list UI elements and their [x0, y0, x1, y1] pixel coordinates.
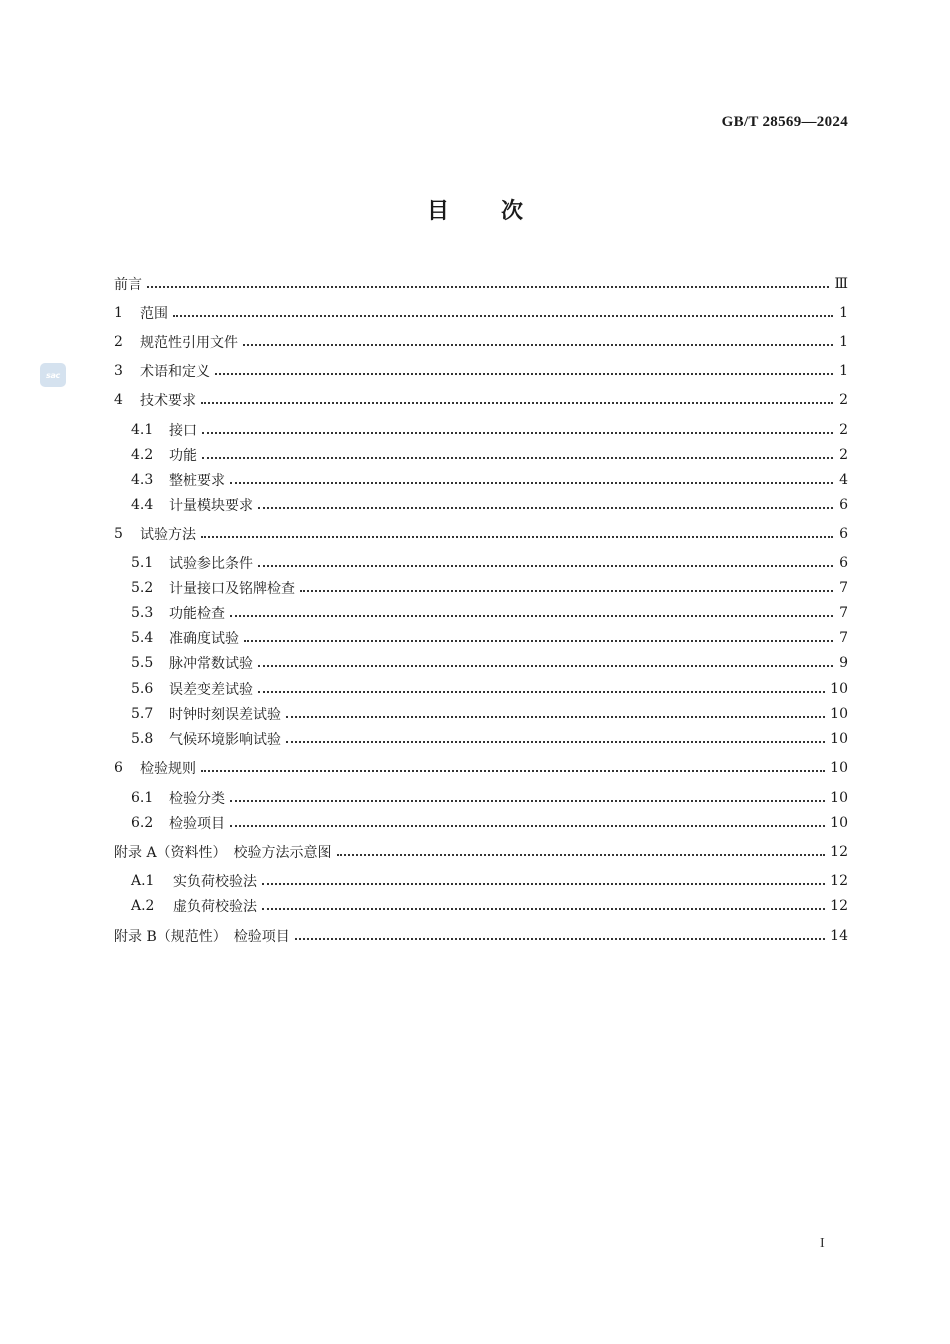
toc-leader-dots — [230, 824, 825, 827]
toc-entry[interactable] — [131, 896, 848, 916]
toc-entry-page: 7 — [839, 605, 848, 621]
toc-entry[interactable] — [131, 495, 848, 515]
toc-entry-label: 功能 — [169, 448, 197, 464]
toc-leader-dots — [262, 882, 825, 885]
toc-entry-number: 5.8 — [131, 731, 154, 747]
toc-entry-page: 10 — [830, 790, 848, 806]
toc-entry[interactable] — [114, 926, 848, 946]
toc-leader-dots — [286, 740, 825, 743]
toc-leader-dots — [147, 285, 829, 288]
toc-entry-page: 7 — [839, 630, 848, 646]
toc-leader-dots — [243, 343, 833, 346]
toc-entry-label: 误差变差试验 — [169, 682, 253, 698]
toc-entry[interactable] — [114, 332, 848, 352]
toc-entry-page: 2 — [839, 447, 848, 463]
toc-entry-label: 技术要求 — [140, 393, 196, 409]
toc-entry[interactable] — [131, 628, 848, 648]
sac-logo-icon — [40, 363, 66, 387]
toc-entry-page: Ⅲ — [834, 276, 848, 292]
toc-leader-dots — [258, 506, 833, 509]
standard-number: GB/T 28569—2024 — [721, 114, 848, 130]
toc-entry-page: 4 — [839, 472, 848, 488]
toc-entry[interactable] — [131, 813, 848, 833]
toc-entry-page: 2 — [839, 392, 848, 408]
toc-entry[interactable] — [131, 871, 848, 891]
toc-entry-page: 10 — [830, 731, 848, 747]
toc-entry-label: 实负荷校验法 — [173, 874, 257, 890]
toc-entry[interactable] — [131, 788, 848, 808]
toc-entry-page: 6 — [839, 555, 848, 571]
toc-entry[interactable] — [131, 704, 848, 724]
toc-leader-dots — [202, 456, 833, 459]
toc-entry-number: 5.5 — [131, 655, 154, 671]
page-number: I — [820, 1236, 825, 1251]
toc-entry-number: 4.3 — [131, 472, 154, 488]
toc-entry[interactable] — [114, 758, 848, 778]
toc-entry-label: 计量接口及铭牌检查 — [169, 581, 295, 597]
toc-entry-label: 范围 — [140, 306, 168, 322]
toc-entry-number: A.1 — [131, 873, 155, 889]
toc-entry-number: 4.1 — [131, 422, 154, 438]
toc-leader-dots — [337, 853, 826, 856]
toc-entry-label: 整桩要求 — [169, 473, 225, 489]
toc-entry-number: 6 — [114, 760, 123, 776]
toc-entry-number: 2 — [114, 334, 123, 350]
toc-entry-label: 术语和定义 — [140, 364, 210, 380]
toc-entry-number: 1 — [114, 305, 123, 321]
toc-entry-number: 5.7 — [131, 706, 154, 722]
toc-entry[interactable] — [114, 303, 848, 323]
sac-logo-text: sac — [45, 370, 60, 380]
toc-leader-dots — [230, 614, 833, 617]
toc-leader-dots — [230, 481, 833, 484]
toc-entry-label: 附录 A（资料性） 校验方法示意图 — [114, 845, 332, 861]
toc-entry-page: 7 — [839, 580, 848, 596]
toc-entry-number: 5.2 — [131, 580, 154, 596]
toc-entry-page: 10 — [830, 706, 848, 722]
toc-entry-label: 功能检查 — [169, 606, 225, 622]
toc-entry-number: 3 — [114, 363, 123, 379]
toc-leader-dots — [258, 690, 825, 693]
toc-leader-dots — [201, 401, 833, 404]
toc-entry-label: 附录 B（规范性） 检验项目 — [114, 929, 290, 945]
title-char-2: 次 — [501, 199, 524, 224]
toc-entry-label: 脉冲常数试验 — [169, 656, 253, 672]
toc-leader-dots — [173, 314, 833, 317]
toc-entry-number: 5 — [114, 526, 123, 542]
toc-entry-number: 4.4 — [131, 497, 154, 513]
toc-entry-page: 1 — [839, 334, 848, 350]
toc-entry[interactable] — [131, 679, 848, 699]
toc-entry[interactable] — [114, 390, 848, 410]
toc-leader-dots — [201, 535, 833, 538]
toc-entry[interactable] — [131, 445, 848, 465]
toc-leader-dots — [258, 664, 833, 667]
toc-entry-label: 接口 — [169, 423, 197, 439]
page-title — [0, 194, 950, 225]
toc-entry-number: 5.1 — [131, 555, 154, 571]
toc-entry-number: 5.6 — [131, 681, 154, 697]
toc-entry-label: 时钟时刻误差试验 — [169, 707, 281, 723]
toc-entry[interactable] — [114, 361, 848, 381]
toc-entry[interactable] — [131, 729, 848, 749]
toc-entry-number: 6.1 — [131, 790, 154, 806]
toc-entry-page: 1 — [839, 363, 848, 379]
toc-entry-page: 10 — [830, 760, 848, 776]
toc-entry[interactable] — [114, 524, 848, 544]
toc-entry-number: 6.2 — [131, 815, 154, 831]
toc-entry-page: 6 — [839, 526, 848, 542]
toc-entry-number: 4 — [114, 392, 123, 408]
toc-entry-label: 气候环境影响试验 — [169, 732, 281, 748]
toc-leader-dots — [258, 564, 833, 567]
toc-entry-page: 12 — [830, 873, 848, 889]
toc-entry-page: 14 — [830, 928, 848, 944]
toc-leader-dots — [295, 937, 825, 940]
toc-entry-label: 计量模块要求 — [169, 498, 253, 514]
toc-leader-dots — [262, 907, 825, 910]
toc-entry-page: 12 — [830, 898, 848, 914]
toc-entry-label: 准确度试验 — [169, 631, 239, 647]
toc-entry-number: 4.2 — [131, 447, 154, 463]
toc-leader-dots — [230, 799, 825, 802]
toc-entry-label: 检验规则 — [140, 761, 196, 777]
toc-entry-label: 规范性引用文件 — [140, 335, 238, 351]
toc-entry-label: 虚负荷校验法 — [173, 899, 257, 915]
toc-entry-label: 前言 — [114, 277, 142, 293]
toc-entry-page: 1 — [839, 305, 848, 321]
toc-entry-number: 5.4 — [131, 630, 154, 646]
toc-entry-page: 9 — [839, 655, 848, 671]
toc-entry[interactable] — [131, 603, 848, 623]
toc-entry[interactable] — [114, 274, 848, 294]
toc-entry-label: 检验分类 — [169, 791, 225, 807]
toc-entry[interactable] — [131, 470, 848, 490]
toc-leader-dots — [202, 431, 833, 434]
toc-entry-page: 6 — [839, 497, 848, 513]
toc-leader-dots — [286, 715, 825, 718]
toc-leader-dots — [215, 372, 833, 375]
toc-entry-label: 试验方法 — [140, 527, 196, 543]
toc-entry[interactable] — [114, 842, 848, 862]
title-char-1: 目 — [426, 199, 449, 224]
toc-leader-dots — [244, 639, 833, 642]
toc-entry-page: 10 — [830, 815, 848, 831]
toc-entry[interactable] — [131, 653, 848, 673]
toc-entry[interactable] — [131, 578, 848, 598]
toc-leader-dots — [300, 589, 833, 592]
toc-leader-dots — [201, 769, 825, 772]
toc-entry-number: A.2 — [131, 898, 155, 914]
toc-entry[interactable] — [131, 553, 848, 573]
toc-entry[interactable] — [131, 420, 848, 440]
toc-entry-number: 5.3 — [131, 605, 154, 621]
toc-entry-page: 2 — [839, 422, 848, 438]
toc-entry-label: 试验参比条件 — [169, 556, 253, 572]
toc-entry-page: 10 — [830, 681, 848, 697]
toc-entry-label: 检验项目 — [169, 816, 225, 832]
toc-entry-page: 12 — [830, 844, 848, 860]
